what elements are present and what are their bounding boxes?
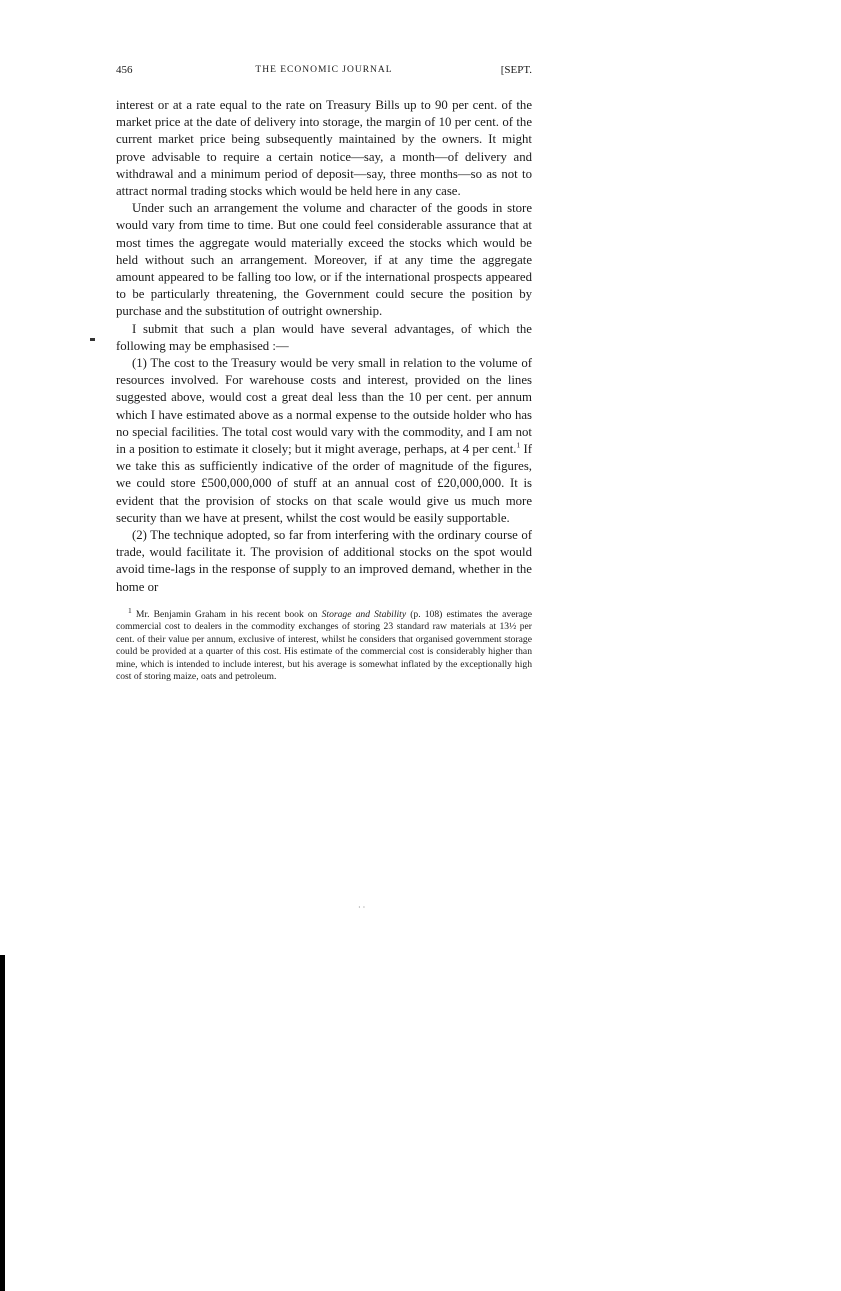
scan-edge-bar	[0, 955, 5, 1291]
scan-speck: · ·	[358, 903, 366, 912]
footnote-text-after: (p. 108) estimates the average commercial cost to dealers in the commodity exchanges of storing 23 standard raw materials at 13½ per cent. of their value per annum, exclusive of interest, whilst he considers that organised government storage could be provided at a quarter of this cost. His estimate of the commercial cost is considerably higher than mine, which is intended to include interest, but his average is somewhat inflated by the exceptionally high cost of storing maize, oats and petroleum.	[116, 608, 532, 682]
footnote-1	[116, 605, 532, 683]
journal-title: THE ECONOMIC JOURNAL	[255, 65, 393, 75]
footnote-reference[interactable]: 1	[516, 440, 521, 450]
footnote-book-title: Storage and Stability	[321, 608, 407, 620]
margin-mark	[90, 338, 95, 341]
paragraph-advantages: I submit that such a plan would have several advantages, of which the following may be emphasised :—	[116, 321, 532, 353]
point-1-after: If we take this as sufficiently indicative of the order of magnitude of the figures, we could store £500,000,000 of stuff at an annual cost of £20,000,000. It is evident that the provision of stocks on that scale would give us much more security than we have at present, whilst the cost would be easily supportable.	[116, 442, 532, 525]
footnote-marker: 1	[128, 605, 132, 615]
page-number: 456	[116, 64, 133, 76]
issue-date: [SEPT.	[500, 64, 532, 76]
page	[116, 64, 532, 683]
paragraph-point-1	[116, 355, 532, 527]
paragraph-point-2: (2) The technique adopted, so far from interfering with the ordinary course of trade, would facilitate it. The provision of additional stocks on the spot would avoid time-lags in the response of supply to an improved demand, whether in the home or	[116, 528, 532, 594]
body-text	[116, 97, 532, 596]
footnotes	[116, 605, 532, 683]
running-header	[116, 64, 532, 86]
paragraph-arrangement: Under such an arrangement the volume and character of the goods in store would vary from time to time. But one could feel considerable assurance that at most times the aggregate would materially exceed the stocks which would be held without such an arrangement. Moreover, if at any time the aggregate amount appeared to be falling too low, or if the international prospects appeared to be particularly threatening, the Government could secure the position by purchase and the substitution of outright ownership.	[116, 201, 532, 319]
point-1-before: (1) The cost to the Treasury would be very small in relation to the volume of resources involved. For warehouse costs and interest, provided on the lines suggested above, would cost a great deal less than the 10 per cent. per annum which I have estimated above as a normal expense to the outside holder who has no special facilities. The total cost would vary with the commodity, and I am not in a position to estimate it closely; but it might average, perhaps, at 4 per cent.	[116, 356, 532, 457]
footnote-text-before: Mr. Benjamin Graham in his recent book on	[131, 608, 322, 620]
paragraph-continued: interest or at a rate equal to the rate on Treasury Bills up to 90 per cent. of the market price at the date of delivery into storage, the margin of 10 per cent. of the current market price being subsequently maintained by the owners. It might prove advisable to require a certain notice—say, a month—of delivery and withdrawal and a minimum period of deposit—say, three months—so as not to attract normal trading stocks which would be held here in any case.	[116, 98, 532, 199]
